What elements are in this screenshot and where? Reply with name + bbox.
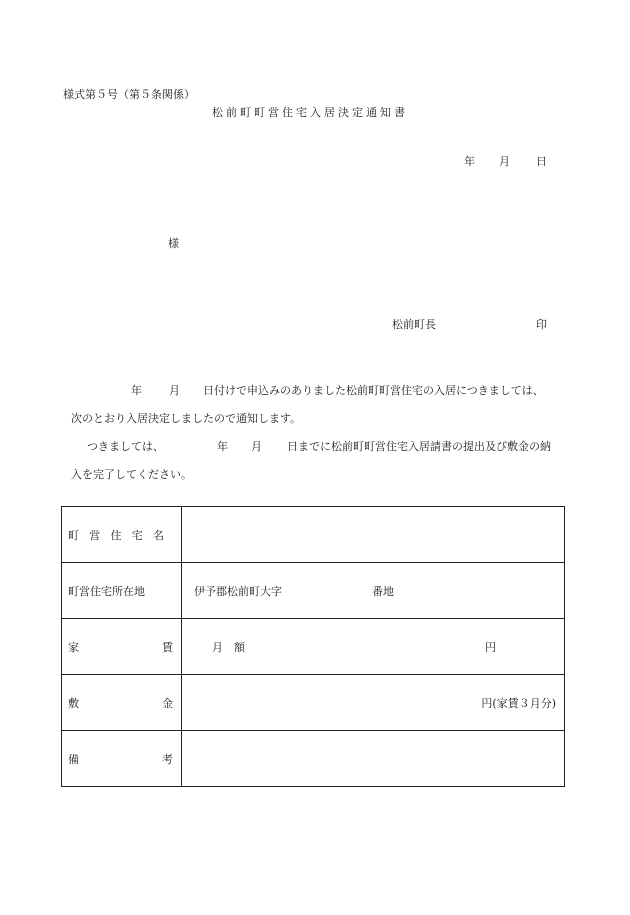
table-row-location	[62, 563, 565, 619]
label-housing-name	[62, 507, 182, 563]
label-char: 宅	[131, 528, 143, 542]
label-char: 名	[153, 528, 164, 542]
value-housing-name[interactable]	[182, 507, 565, 563]
value-location[interactable]	[182, 563, 565, 619]
location-prefix: 伊予郡松前町大字	[194, 584, 282, 598]
table-row-rent	[62, 619, 565, 675]
date-month-label: 月	[499, 155, 510, 168]
label-char: 営	[89, 528, 101, 542]
paragraph2-month: 月	[251, 440, 262, 453]
table-row-remarks	[62, 731, 565, 787]
paragraph2-start: つきましては、	[87, 440, 164, 453]
form-number: 様式第５号（第５条関係）	[63, 88, 195, 101]
label-text: 町営住宅所在地	[68, 584, 145, 598]
label-char: 敷	[68, 696, 79, 710]
label-deposit	[62, 675, 182, 731]
date-year-label: 年	[464, 155, 475, 168]
table-row-housing-name	[62, 507, 565, 563]
label-char: 考	[162, 752, 173, 766]
deposit-unit-note: 円(家賃３月分)	[481, 696, 556, 710]
sender-title: 松前町長	[392, 318, 436, 331]
value-rent[interactable]	[182, 619, 565, 675]
label-rent	[62, 619, 182, 675]
location-suffix: 番地	[372, 584, 394, 598]
label-char: 金	[162, 696, 173, 710]
housing-info-table	[61, 506, 565, 787]
paragraph1-text: 日付けで申込みのありました松前町町営住宅の入居につきましては、	[203, 384, 544, 397]
rent-yen-unit: 円	[485, 640, 496, 654]
paragraph2-line2: 入を完了してください。	[71, 468, 192, 481]
label-char: 家	[68, 640, 79, 654]
label-char: 備	[68, 752, 79, 766]
document-title: 松前町町営住宅入居決定通知書	[212, 106, 408, 119]
table-row-deposit	[62, 675, 565, 731]
label-char: 住	[110, 528, 122, 542]
paragraph2-text: 日までに松前町町営住宅入居請書の提出及び敷金の納	[287, 440, 551, 453]
label-char: 町	[68, 528, 79, 542]
label-remarks	[62, 731, 182, 787]
paragraph1-year: 年	[131, 384, 142, 397]
paragraph2-year: 年	[217, 440, 228, 453]
date-day-label: 日	[536, 155, 547, 168]
label-char: 賃	[162, 640, 173, 654]
value-deposit[interactable]	[182, 675, 565, 731]
paragraph1-month: 月	[169, 384, 180, 397]
rent-monthly-label: 月 額	[212, 640, 245, 654]
value-remarks[interactable]	[182, 731, 565, 787]
paragraph1-line2: 次のとおり入居決定しましたので通知します。	[71, 412, 302, 425]
addressee-honorific: 様	[168, 237, 179, 250]
label-location	[62, 563, 182, 619]
seal-mark: 印	[536, 318, 547, 331]
